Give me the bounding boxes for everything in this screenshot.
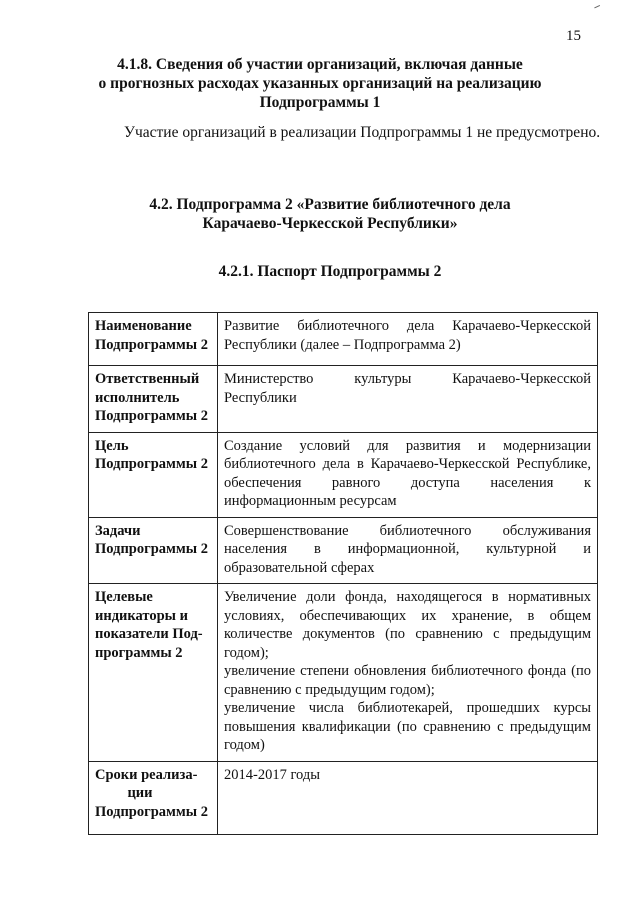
content-line: Совершенствование библиотечного обслуживания населения в информационной, культурной и образовательной сферах bbox=[224, 522, 591, 576]
label-line: исполнитель bbox=[95, 389, 180, 406]
row-content-timeframe bbox=[218, 761, 598, 834]
corner-mark bbox=[594, 5, 602, 12]
table-row bbox=[89, 432, 598, 517]
section-4-1-8-heading bbox=[40, 55, 600, 112]
heading-line: о прогнозных расходах указанных организаций на реализацию bbox=[98, 75, 542, 92]
content-line: увеличение степени обновления библиотечного фонда (по сравнению с предыдущим годом); bbox=[224, 663, 591, 698]
section-4-2-heading bbox=[50, 195, 610, 233]
label-line: Подпрограммы 2 bbox=[95, 336, 208, 353]
table-row bbox=[89, 761, 598, 834]
table-row bbox=[89, 517, 598, 584]
label-line: показатели Под- bbox=[95, 626, 203, 642]
content-line: 2014-2017 годы bbox=[224, 766, 320, 783]
content-line: увеличение числа библиотекарей, прошедших курсы повышения квалификации (по сравнению с предыдущим годом) bbox=[224, 700, 591, 753]
row-label-name bbox=[89, 313, 218, 366]
label-line: программы 2 bbox=[95, 644, 183, 661]
label-line: Цель bbox=[95, 437, 129, 454]
label-line: Подпрограммы 2 bbox=[95, 541, 208, 557]
row-label-timeframe bbox=[89, 761, 218, 834]
label-line: Подпрограммы 2 bbox=[95, 803, 208, 820]
heading-line: 4.1.8. Сведения об участии организаций, включая данные bbox=[117, 56, 523, 73]
row-content-name bbox=[218, 313, 598, 366]
passport-table bbox=[88, 312, 598, 835]
label-line: ции bbox=[127, 785, 153, 801]
label-line: Наименование bbox=[95, 318, 192, 334]
row-label-tasks bbox=[89, 517, 218, 584]
section-4-2-1-heading: 4.2.1. Паспорт Подпрограммы 2 bbox=[218, 263, 442, 280]
label-line: Подпрограммы 2 bbox=[95, 456, 208, 472]
label-line: индикаторы и bbox=[95, 607, 188, 624]
row-label-executor bbox=[89, 366, 218, 433]
content-line: Увеличение доли фонда, находящегося в нормативных условиях, обеспечивающих их хранение, в общем количестве документов (по сравнению с предыдущим годом); bbox=[224, 589, 591, 661]
table-row bbox=[89, 313, 598, 366]
table-row bbox=[89, 366, 598, 433]
label-line: Ответственный bbox=[95, 371, 200, 387]
content-line: Развитие библиотечного дела Карачаево-Черкесской Республики (далее – Подпрограмма 2) bbox=[224, 318, 591, 353]
heading-line: Подпрограммы 1 bbox=[259, 94, 381, 111]
label-line: Задачи bbox=[95, 522, 141, 539]
row-content-executor bbox=[218, 366, 598, 433]
row-content-tasks bbox=[218, 517, 598, 584]
table-row bbox=[89, 584, 598, 762]
label-line: Целевые bbox=[95, 589, 153, 605]
page-number: 15 bbox=[566, 28, 581, 44]
row-label-indicators bbox=[89, 584, 218, 762]
label-line: Подпрограммы 2 bbox=[95, 408, 208, 424]
label-line: Сроки реализа- bbox=[95, 766, 198, 783]
row-content-indicators bbox=[218, 584, 598, 762]
row-label-goal bbox=[89, 432, 218, 517]
content-line: Создание условий для развития и модернизации библиотечного дела в Карачаево-Черкесской Республике, обеспечения равного доступа населения к информационным ресурсам bbox=[224, 437, 591, 509]
row-content-goal bbox=[218, 432, 598, 517]
participation-paragraph: Участие организаций в реализации Подпрограммы 1 не предусмотрено. bbox=[124, 124, 601, 141]
heading-line: Карачаево-Черкесской Республики» bbox=[202, 215, 458, 232]
content-line: Министерство культуры Карачаево-Черкесской Республики bbox=[224, 371, 591, 406]
heading-line: 4.2. Подпрограмма 2 «Развитие библиотечного дела bbox=[149, 196, 511, 213]
